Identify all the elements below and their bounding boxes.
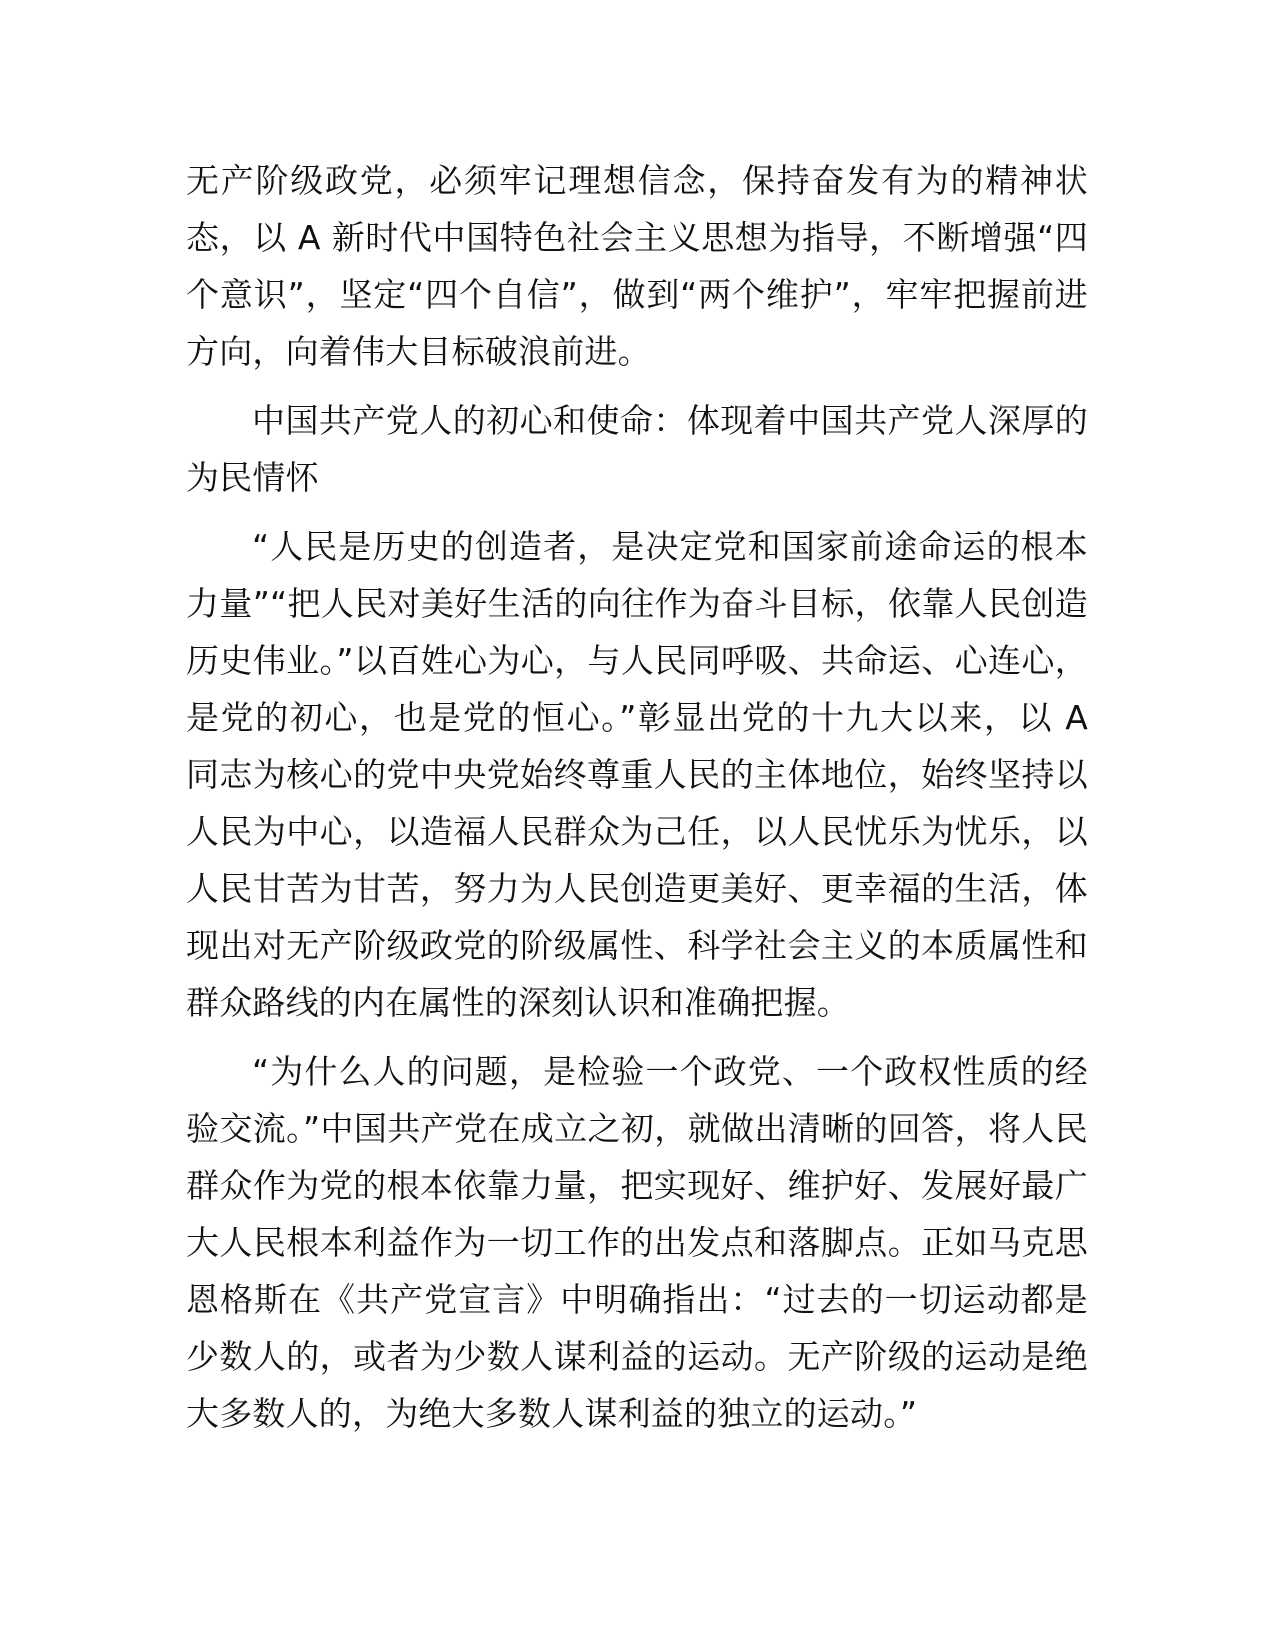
paragraph-4: “为什么人的问题，是检验一个政党、一个政权性质的经验交流。”中国共产党在成立之初，就做出清晰的回答，将人民群众作为党的根本依靠力量，把实现好、维护好、发展好最广大人民根本利益作为一切工作的出发点和落脚点。正如马克思恩格斯在《共产党宣言》中明确指出：“过去的一切运动都是少数人的，或者为少数人谋利益的运动。无产阶级的运动是绝大多数人的，为绝大多数人谋利益的独立的运动。” [186,1052,1088,1433]
paragraph-2-heading: 中国共产党人的初心和使命：体现着中国共产党人深厚的为民情怀 [186,401,1088,497]
document-body [186,152,1088,1454]
paragraph-1: 无产阶级政党，必须牢记理想信念，保持奋发有为的精神状态，以 A 新时代中国特色社会主义思想为指导，不断增强“四个意识”，坚定“四个自信”，做到“两个维护”，牢牢把握前进方向，向着伟大目标破浪前进。 [186,161,1088,371]
paragraph-3: “人民是历史的创造者，是决定党和国家前途命运的根本力量”“把人民对美好生活的向往作为奋斗目标，依靠人民创造历史伟业。”以百姓心为心，与人民同呼吸、共命运、心连心，是党的初心，也是党的恒心。”彰显出党的十九大以来，以 A 同志为核心的党中央党始终尊重人民的主体地位，始终坚持以人民为中心，以造福人民群众为己任，以人民忧乐为忧乐，以人民甘苦为甘苦，努力为人民创造更美好、更幸福的生活，体现出对无产阶级政党的阶级属性、科学社会主义的本质属性和群众路线的内在属性的深刻认识和准确把握。 [186,527,1088,1022]
